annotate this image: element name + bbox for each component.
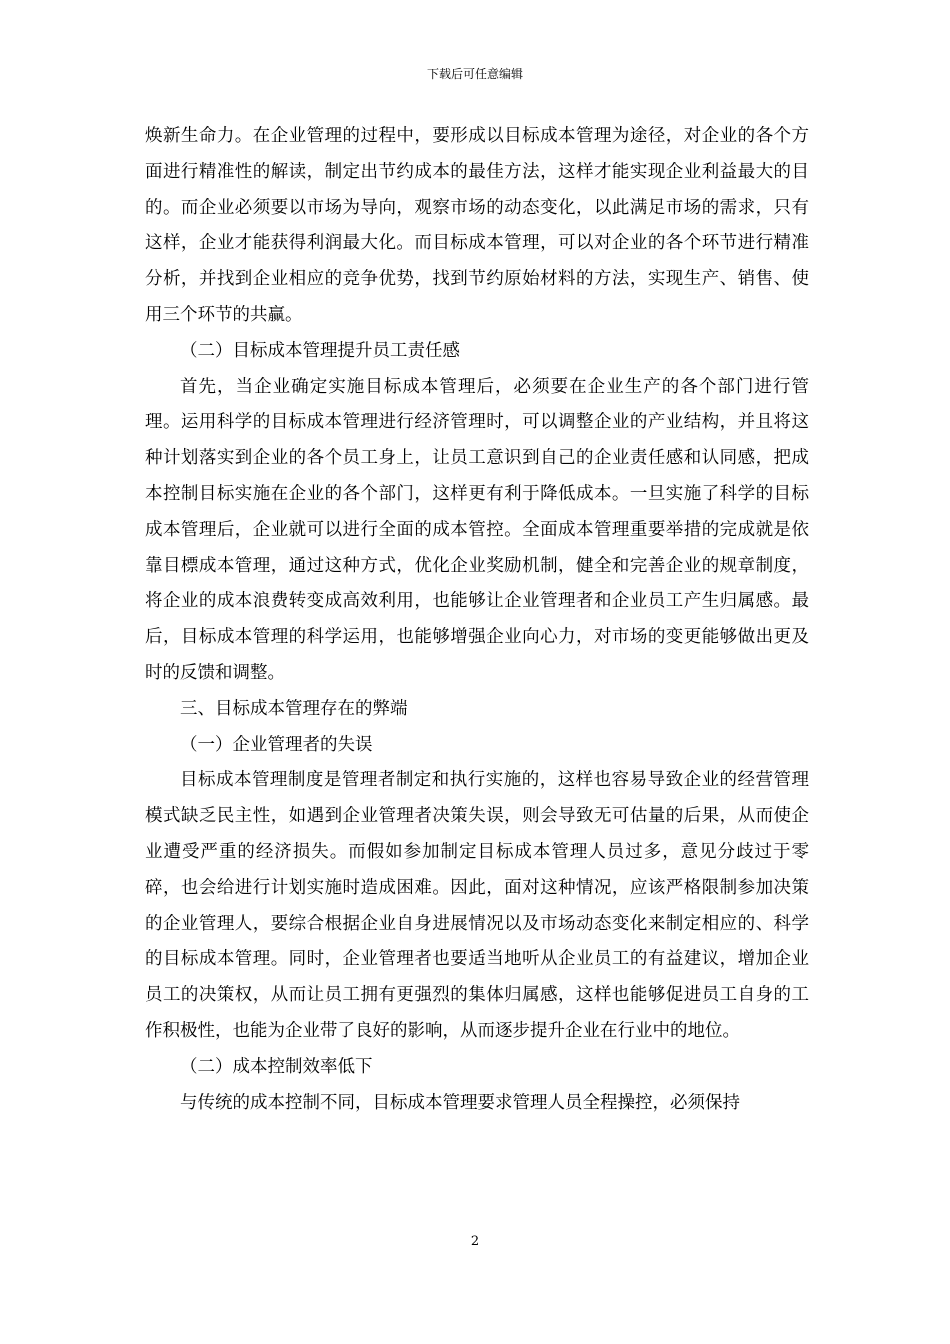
paragraph-low-efficiency: 与传统的成本控制不同，目标成本管理要求管理人员全程操控，必须保持 <box>180 1092 740 1113</box>
section-heading-drawbacks: 三、目标成本管理存在的弊端 <box>180 698 408 719</box>
paragraph-employee-responsibility: 首先，当企业确定实施目标成本管理后，必须要在企业生产的各个部门进行管理。运用科学的目标成本管理进行经济管理时，可以调整企业的产业结构，并且将这种计划落实到企业的各个员工身上，让员工意识到自己的企业责任感和认同感，把成本控制目标实施在企业的各个部门，这样更有利于降低成本。一旦实施了科学的目标成本管理后，企业就可以进行全面的成本管控。全面成本管理重要举措的完成就是依靠目標成本管理，通过这种方式，优化企业奖励机制，健全和完善企业的规章制度，将企业的成本浪费转变成高效利用，也能够让企业管理者和企业员工产生归属感。最后，目标成本管理的科学运用，也能够增强企业向心力，对市场的变更能够做出更及时的反馈和调整。 <box>145 376 809 683</box>
paragraph-manager-errors: 目标成本管理制度是管理者制定和执行实施的，这样也容易导致企业的经营管理模式缺乏民主性，如遇到企业管理者决策失误，则会导致无可估量的后果，从而使企业遭受严重的经济损失。而假如参加制定目标成本管理人员过多，意见分歧过于零碎，也会给进行计划实施时造成困难。因此，面对这种情况，应该严格限制参加决策的企业管理人，要综合根据企业自身进展情况以及市场动态变化来制定相应的、科学的目标成本管理。同时，企业管理者也要适当地听从企业员工的有益建议，增加企业员工的决策权，从而让员工拥有更强烈的集体归属感，这样也能够促进员工自身的工作积极性，也能为企业带了良好的影响，从而逐步提升企业在行业中的地位。 <box>145 770 809 1041</box>
subheading-employee-responsibility: （二）目标成本管理提升员工责任感 <box>180 340 460 361</box>
subheading-low-efficiency: （二）成本控制效率低下 <box>180 1056 373 1077</box>
document-body <box>145 119 809 1121</box>
subheading-manager-errors: （一）企业管理者的失误 <box>180 734 373 755</box>
page-header: 下载后可任意编辑 <box>426 67 523 81</box>
page-number: 2 <box>470 1234 480 1249</box>
paragraph-continuation: 焕新生命力。在企业管理的过程中，要形成以目标成本管理为途径，对企业的各个方面进行精准性的解读，制定出节约成本的最佳方法，这样才能实现企业利益最大的目的。而企业必须要以市场为导向，观察市场的动态变化，以此满足市场的需求，只有这样，企业才能获得利润最大化。而目标成本管理，可以对企业的各个环节进行精准分析，并找到企业相应的竞争优势，找到节约原始材料的方法，实现生产、销售、使用三个环节的共赢。 <box>145 126 809 325</box>
